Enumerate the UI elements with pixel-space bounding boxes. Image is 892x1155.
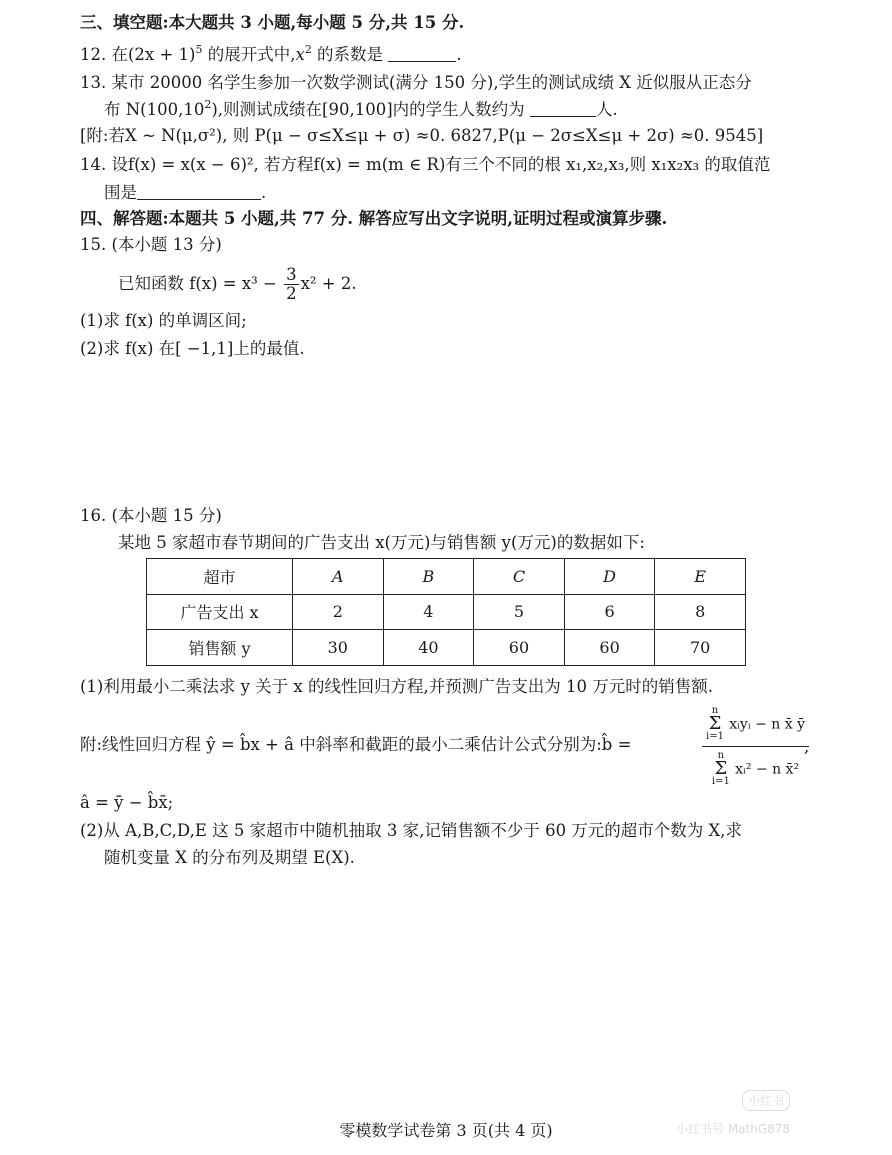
table-cell: 70 <box>655 630 746 666</box>
q14-text-b: . <box>261 183 267 202</box>
section4-heading: 四、解答题:本题共 5 小题,共 77 分. 解答应写出文字说明,证明过程或演算步骤. <box>80 209 668 228</box>
fraction-denominator <box>702 747 809 787</box>
q12-end: . <box>456 45 462 64</box>
q14-text-a: 围是 <box>104 183 137 202</box>
watermark-text: 小红书号 MathG878 <box>676 1122 791 1136</box>
table-cell: A <box>293 559 384 595</box>
q15-stem-b: x² + 2. <box>300 274 357 293</box>
q15-stem-a: 已知函数 f(x) = x³ − <box>118 274 277 293</box>
table-cell: 60 <box>564 630 655 666</box>
comma: , <box>804 737 810 756</box>
q12-exponent-2: 2 <box>304 43 312 56</box>
question-16-part2-line1: (2)从 A,B,C,D,E 这 5 家超市中随机抽取 3 家,记销售额不少于 60 万元的超市个数为 X,求 <box>80 821 743 840</box>
table-cell: C <box>474 559 565 595</box>
q12-text-b: 的展开式中, <box>202 45 296 64</box>
denominator-text: xᵢ² − n x̄² <box>735 761 800 778</box>
intercept-formula: â = ȳ − b̂x̄; <box>80 793 174 812</box>
q13-text-a: 布 N(100,10 <box>104 100 205 119</box>
summation-sign <box>712 751 730 787</box>
table-cell: 5 <box>474 594 565 630</box>
table-row <box>147 559 746 595</box>
table-cell: 60 <box>474 630 565 666</box>
sum-sigma: Σ <box>708 713 722 734</box>
answer-blank <box>388 45 456 62</box>
question-14-line1: 14. 设f(x) = x(x − 6)², 若方程f(x) = m(m ∈ R)有三个不同的根 x₁,x₂,x₃,则 x₁x₂x₃ 的取值范 <box>80 155 771 174</box>
question-16-intro: 某地 5 家超市春节期间的广告支出 x(万元)与销售额 y(万元)的数据如下: <box>118 533 645 552</box>
watermark-logo: 小红书 <box>742 1090 790 1111</box>
question-15-part2: (2)求 f(x) 在[ −1,1]上的最值. <box>80 339 305 358</box>
row-label: 销售额 y <box>147 630 293 666</box>
question-14-line2 <box>104 182 266 204</box>
table-cell: 40 <box>383 630 474 666</box>
sum-upper: n <box>717 750 725 761</box>
q12-exponent: 5 <box>195 43 203 56</box>
question-13-line2 <box>104 99 618 121</box>
table-cell: D <box>564 559 655 595</box>
fraction <box>284 266 299 303</box>
q12-text-c: 的系数是 <box>311 45 384 64</box>
table-cell: 6 <box>564 594 655 630</box>
answer-blank <box>530 100 596 117</box>
question-15-part1: (1)求 f(x) 的单调区间; <box>80 311 247 330</box>
question-16-header: 16. (本小题 15 分) <box>80 506 222 525</box>
table-cell: 30 <box>293 630 384 666</box>
q13-text-b: ),则测试成绩在[90,100]内的学生人数约为 <box>211 100 525 119</box>
table-cell: 4 <box>383 594 474 630</box>
fraction-numerator <box>702 706 809 747</box>
answer-blank <box>137 183 261 200</box>
table-cell: 8 <box>655 594 746 630</box>
question-number: 12. <box>80 45 107 64</box>
regression-fraction <box>702 706 809 787</box>
data-table <box>146 558 746 666</box>
q13-exponent: 2 <box>204 98 212 111</box>
numerator-text: xᵢyᵢ − n x̄ ȳ <box>729 716 805 733</box>
question-12 <box>80 44 462 66</box>
section3-heading: 三、填空题:本大题共 3 小题,每小题 5 分,共 15 分. <box>80 13 465 32</box>
sum-upper: n <box>711 705 719 716</box>
row-label: 广告支出 x <box>147 594 293 630</box>
table-cell: B <box>383 559 474 595</box>
row-label: 超市 <box>147 559 293 595</box>
question-16-part1: (1)利用最小二乘法求 y 关于 x 的线性回归方程,并预测广告支出为 10 万元时的销售额. <box>80 677 713 696</box>
sum-lower: i=1 <box>711 776 730 787</box>
fraction-numerator: 3 <box>286 265 297 284</box>
sum-lower: i=1 <box>706 731 724 742</box>
page-footer: 零模数学试卷第 3 页(共 4 页) <box>339 1121 553 1140</box>
summation-sign <box>706 706 724 742</box>
table-row <box>147 594 746 630</box>
q13-text-c: 人. <box>595 100 618 119</box>
q12-text-a: 在(2x + 1) <box>111 45 196 64</box>
table-cell: 2 <box>293 594 384 630</box>
question-13-line1: 13. 某市 20000 名学生参加一次数学测试(满分 150 分),学生的测试成绩 X 近似服从正态分 <box>80 73 752 92</box>
regression-note: 附:线性回归方程 ŷ = b̂x + â 中斜率和截距的最小二乘估计公式分别为:b̂ = <box>80 735 632 754</box>
question-16-part2-line2: 随机变量 X 的分布列及期望 E(X). <box>104 848 355 867</box>
table-row <box>147 630 746 666</box>
table-cell: E <box>655 559 746 595</box>
question-15-stem <box>118 262 357 306</box>
sum-sigma: Σ <box>714 758 728 779</box>
fraction-denominator: 2 <box>286 284 297 303</box>
q12-var: x <box>295 45 305 64</box>
question-13-note: [附:若X ~ N(μ,σ²), 则 P(μ − σ≤X≤μ + σ) ≈0. 6827,P(μ − 2σ≤X≤μ + 2σ) ≈0. 9545] <box>80 126 764 145</box>
question-15-header: 15. (本小题 13 分) <box>80 235 222 254</box>
